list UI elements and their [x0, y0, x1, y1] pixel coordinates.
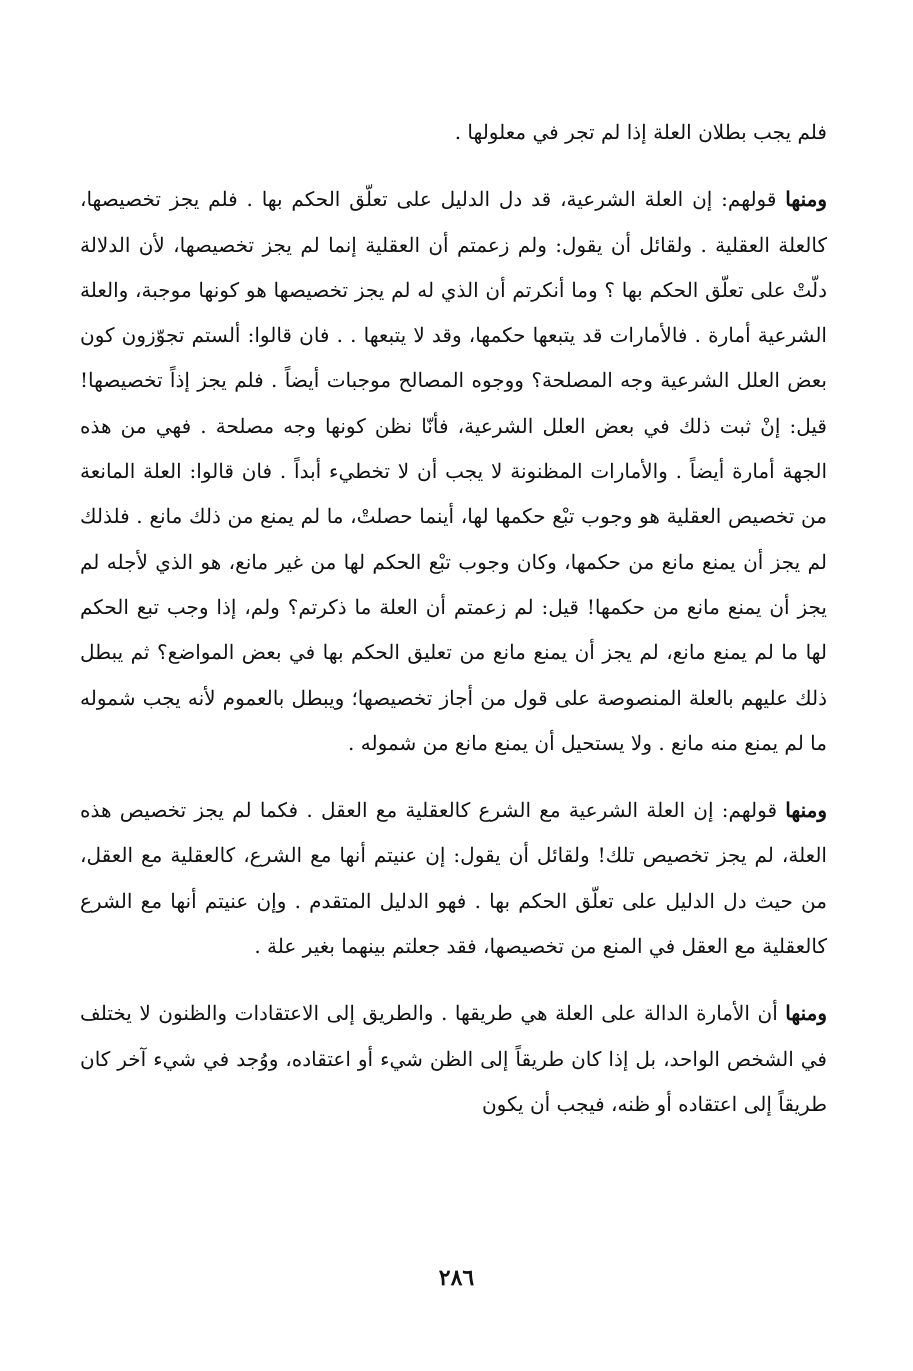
- paragraph-text: فلم يجب بطلان العلة إذا لم تجر في معلولها .: [454, 120, 827, 144]
- paragraph-text: قولهم: إن العلة الشرعية، قد دل الدليل على تعلّق الحكم بها . فلم يجز تخصيصها، كالعلة العقلية . ولقائل أن يقول: ولم زعمتم أن العقلية إنما لم يجز تخصيصها، لأن الدلالة دلّتْ على تعلّق الحكم بها ؟ وما أنكرتم أن الذي له لم يجز تخصيصها هو كونها موجبة، والعلة الشرعية أمارة . فالأمارات قد يتبعها حكمها، وقد لا يتبعها . . فان قالوا: ألستم تجوّزون كون بعض العلل الشرعية وجه المصلحة؟ ووجوه المصالح موجبات أيضاً . فلم يجز إذاً تخصيصها! قيل: إنْ ثبت ذلك في بعض العلل الشرعية، فأنّا نظن كونها وجه مصلحة . فهي من هذه الجهة أمارة أيضاً . والأمارات المظنونة لا يجب أن لا تخطيء أبداً . فان قالوا: العلة المانعة من تخصيص العقلية هو وجوب تبْع حكمها لها، أينما حصلتْ، ما لم يمنع من ذلك مانع . فلذلك لم يجز أن يمنع مانع من حكمها، وكان وجوب تبْع الحكم لها من غير مانع، هو الذي لأجله لم يجز أن يمنع مانع من حكمها! قيل: لم زعمتم أن العلة ما ذكرتم؟ ولم، إذا وجب تبع الحكم لها ما لم يمنع مانع، لم يجز أن يمنع مانع من تعليق الحكم بها في بعض المواضع؟ ثم يبطل ذلك عليهم بالعلة المنصوصة على قول من أجاز تخصيصها؛ ويبطل بالعموم لأنه يجب شموله ما لم يمنع منه مانع . ولا يستحيل أن يمنع مانع من شموله .: [80, 187, 827, 755]
- paragraph-text: أن الأمارة الدالة على العلة هي طريقها . والطريق إلى الاعتقادات والظنون لا يختلف في الشخص الواحد، بل إذا كان طريقاً إلى الظن شيء أو اعتقاده، ووُجد في شيء آخر كان طريقاً إلى اعتقاده أو ظنه، فيجب أن يكون: [80, 1001, 827, 1116]
- paragraph-2: [80, 788, 827, 969]
- body-text: [80, 110, 827, 1127]
- paragraph-lead-word: ومنها: [785, 798, 827, 823]
- paragraph-3: [80, 991, 827, 1127]
- paragraph-1: [80, 177, 827, 766]
- page-number: ٢٨٦: [438, 1265, 475, 1291]
- paragraph-text: قولهم: إن العلة الشرعية مع الشرع كالعقلية مع العقل . فكما لم يجز تخصيص هذه العلة، لم يجز تخصيص تلك! ولقائل أن يقول: إن عنيتم أنها مع الشرع، كالعقلية مع العقل، من حيث دل الدليل على تعلّق الحكم بها . فهو الدليل المتقدم . وإن عنيتم أنها مع الشرع كالعقلية مع العقل في المنع من تخصيصها، فقد جعلتم بينهما بغير علة .: [80, 798, 827, 959]
- paragraph-lead-word: ومنها: [785, 1001, 828, 1026]
- paragraph-continuation: [80, 110, 827, 155]
- paragraph-lead-word: ومنها: [785, 187, 827, 212]
